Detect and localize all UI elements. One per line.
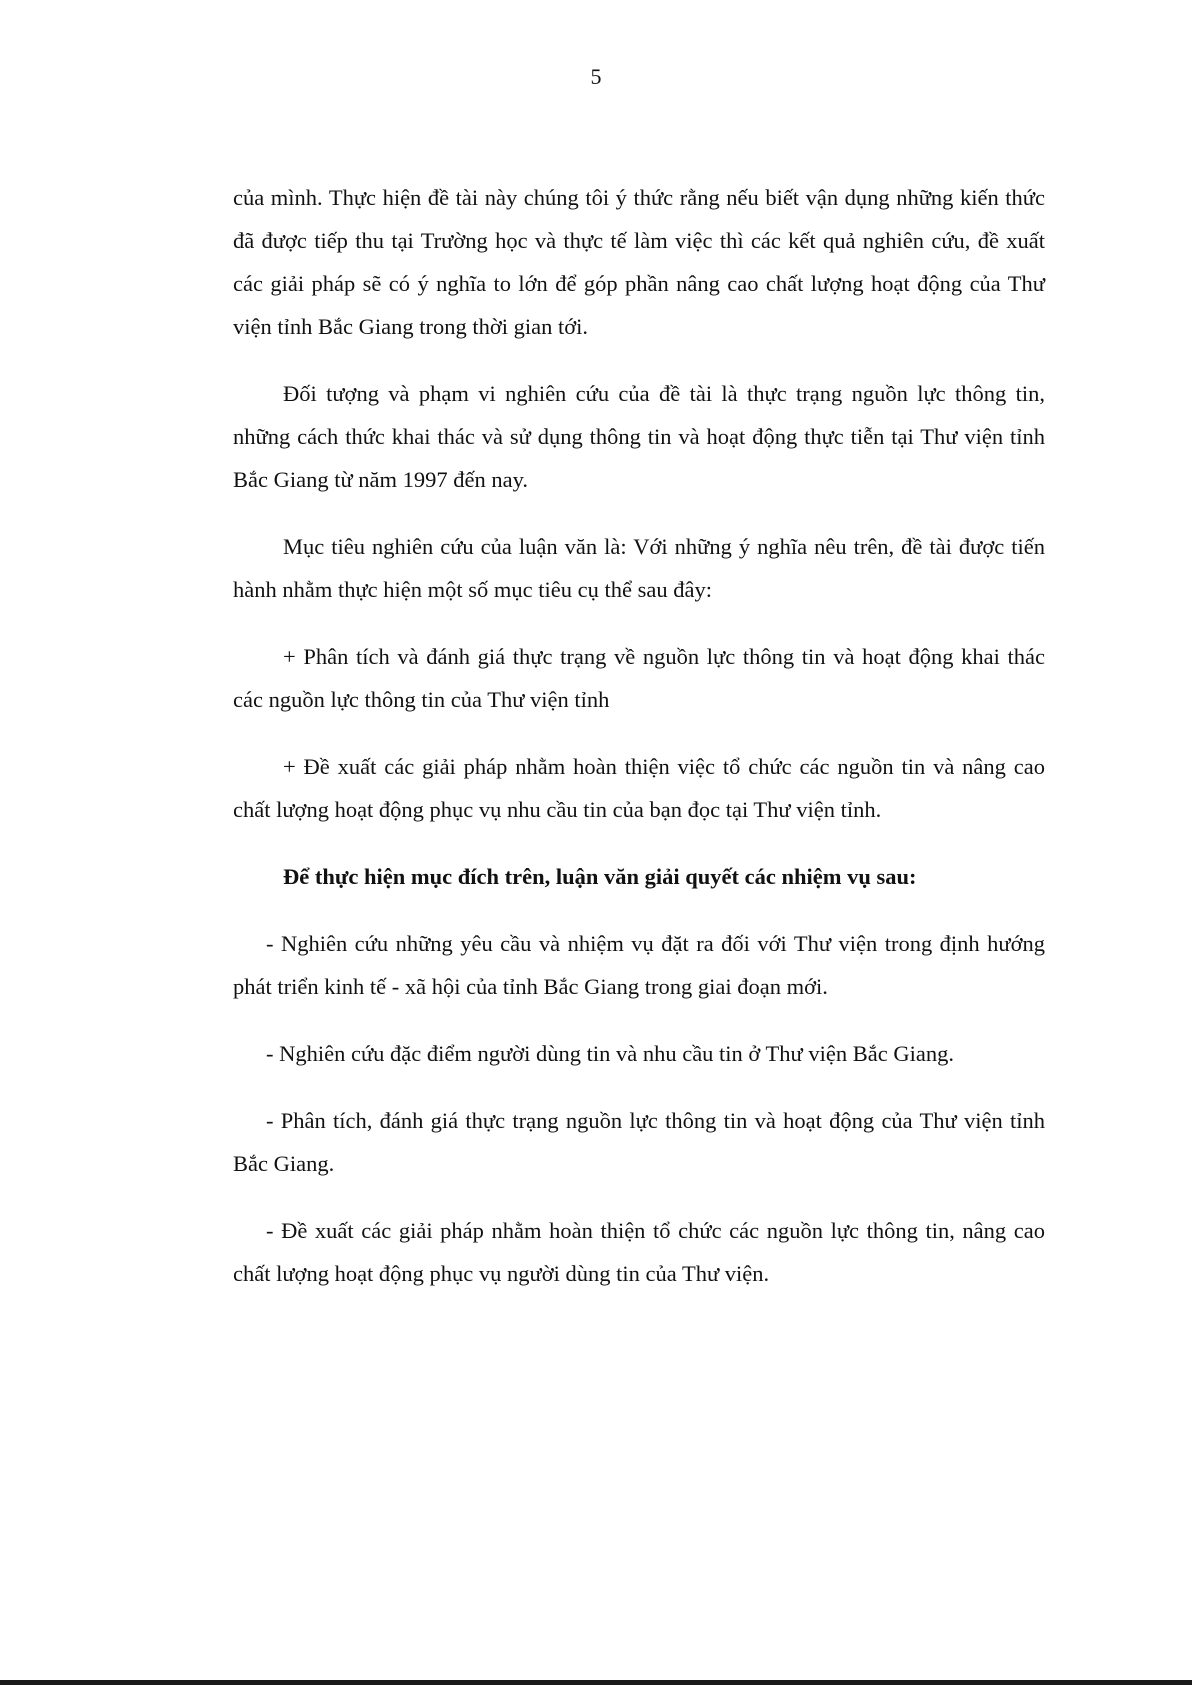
- paragraph-research-objectives: Mục tiêu nghiên cứu của luận văn là: Với những ý nghĩa nêu trên, đề tài được tiến hành nhằm thực hiện một số mục tiêu cụ thể sau đây:: [233, 534, 1045, 602]
- document-body: [233, 176, 1045, 1319]
- objective-item-analysis: + Phân tích và đánh giá thực trạng về nguồn lực thông tin và hoạt động khai thác các nguồn lực thông tin của Thư viện tỉnh: [233, 644, 1045, 712]
- paragraph-intro-continuation: của mình. Thực hiện đề tài này chúng tôi ý thức rằng nếu biết vận dụng những kiến thức đã được tiếp thu tại Trường học và thực tế làm việc thì các kết quả nghiên cứu, đề xuất các giải pháp sẽ có ý nghĩa to lớn để góp phần nâng cao chất lượng hoạt động của Thư viện tỉnh Bắc Giang trong thời gian tới.: [233, 185, 1045, 339]
- paragraph-research-scope: Đối tượng và phạm vi nghiên cứu của đề tài là thực trạng nguồn lực thông tin, những cách thức khai thác và sử dụng thông tin và hoạt động thực tiễn tại Thư viện tỉnh Bắc Giang từ năm 1997 đến nay.: [233, 381, 1045, 492]
- page-bottom-edge: [0, 1680, 1192, 1685]
- task-item: - Nghiên cứu đặc điểm người dùng tin và nhu cầu tin ở Thư viện Bắc Giang.: [266, 1041, 954, 1066]
- task-item: - Phân tích, đánh giá thực trạng nguồn lực thông tin và hoạt động của Thư viện tỉnh Bắc Giang.: [233, 1108, 1045, 1176]
- objective-item-proposal: + Đề xuất các giải pháp nhằm hoàn thiện việc tổ chức các nguồn tin và nâng cao chất lượng hoạt động phục vụ nhu cầu tin của bạn đọc tại Thư viện tỉnh.: [233, 754, 1045, 822]
- task-item: - Đề xuất các giải pháp nhằm hoàn thiện tổ chức các nguồn lực thông tin, nâng cao chất lượng hoạt động phục vụ người dùng tin của Thư viện.: [233, 1218, 1045, 1286]
- task-item: - Nghiên cứu những yêu cầu và nhiệm vụ đặt ra đối với Thư viện trong định hướng phát triển kinh tế - xã hội của tỉnh Bắc Giang trong giai đoạn mới.: [233, 931, 1045, 999]
- page-number: 5: [590, 64, 602, 89]
- tasks-heading: Để thực hiện mục đích trên, luận văn giải quyết các nhiệm vụ sau:: [283, 864, 917, 889]
